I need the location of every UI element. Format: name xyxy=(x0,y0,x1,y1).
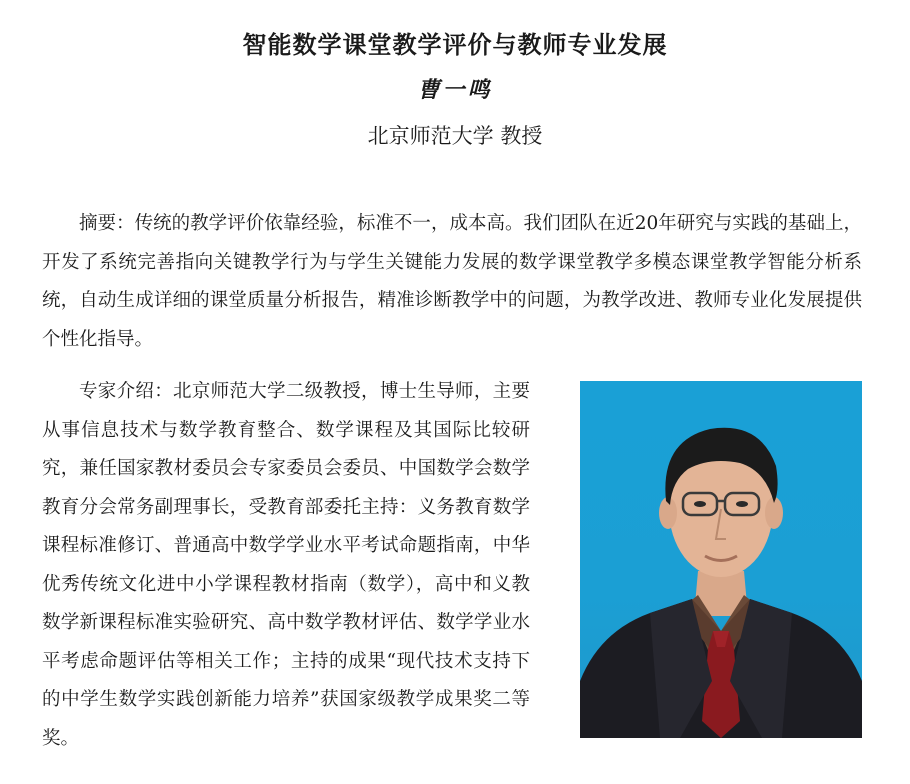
abstract-text: 传统的教学评价依靠经验，标准不一，成本高。我们团队在近20年研究与实践的基础上，开发了系统完善指向关键教学行为与学生关键能力发展的数学课堂教学多模态课堂教学智能分析系统，自动生成详细的课堂质量分析报告，精准诊断教学中的问题，为教学改进、教师专业化发展提供个性化指导。 xyxy=(42,213,862,350)
author-affiliation: 北京师范大学 教授 xyxy=(367,124,543,148)
portrait-photo xyxy=(580,381,862,738)
bio-label: 专家介绍： xyxy=(79,381,174,402)
portrait-illustration xyxy=(580,381,862,738)
abstract-paragraph xyxy=(42,205,862,359)
bio-paragraph xyxy=(42,373,530,758)
abstract-label: 摘要： xyxy=(79,213,135,234)
page-title: 智能数学课堂教学评价与教师专业发展 xyxy=(242,31,668,59)
bio-text: 北京师范大学二级教授，博士生导师，主要从事信息技术与数学教育整合、数学课程及其国际比较研究，兼任国家教材委员会专家委员会委员、中国数学会数学教育分会常务副理事长，受教育部委托主持：义务教育数学课程标准修订、普通高中数学学业水平考试命题指南，中华优秀传统文化进中小学课程教材指南（数学），高中和义教数学新课程标准实验研究、高中数学教材评估、数学学业水平考虑命题评估等相关工作；主持的成果“现代技术支持下的中学生数学实践创新能力培养”获国家级教学成果奖二等奖。 xyxy=(42,381,530,749)
author-name: 曹一鸣 xyxy=(417,77,493,103)
